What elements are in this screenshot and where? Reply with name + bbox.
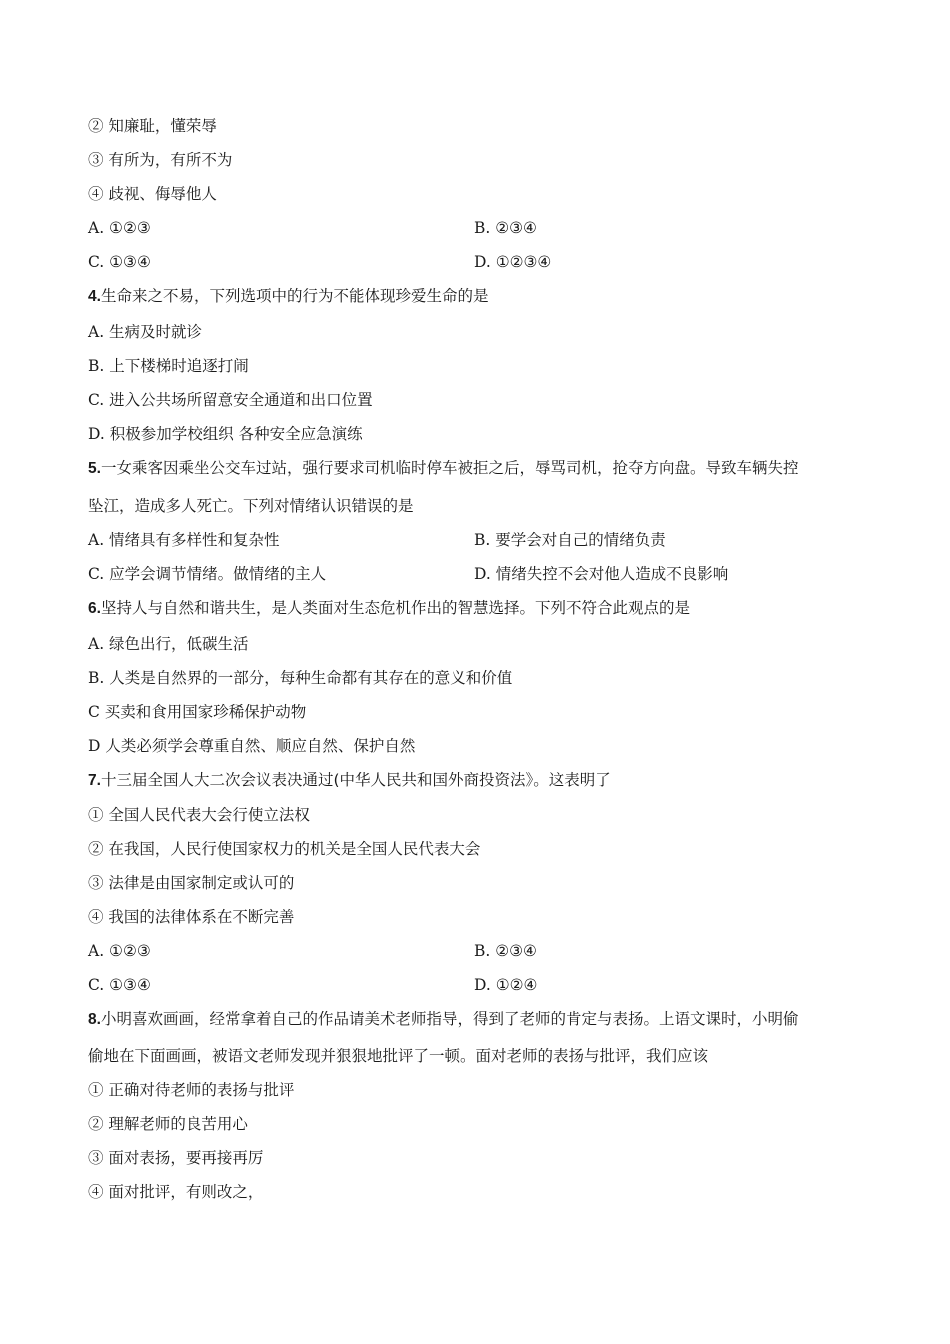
q6-option-b: B. 人类是自然界的一部分，每种生命都有其存在的意义和价值 (88, 669, 513, 687)
question-7-stem (88, 769, 611, 791)
q6-option-a: A. 绿色出行，低碳生活 (88, 635, 249, 653)
question-number: 6. (88, 600, 101, 617)
question-number: 8. (88, 1011, 101, 1028)
question-6-stem (88, 597, 690, 619)
q6-option-d: D 人类必须学会尊重自然、顺应自然、保护自然 (88, 737, 416, 755)
q7-option-d: D. ①②④ (474, 976, 538, 994)
q5-option-b: B. 要学会对自己的情绪负责 (474, 531, 666, 549)
q8-item-1: ① 正确对待老师的表扬与批评 (88, 1081, 295, 1099)
q8-item-4: ④ 面对批评，有则改之， (88, 1183, 264, 1201)
q7-item-2: ② 在我国，人民行使国家权力的机关是全国人民代表大会 (88, 840, 481, 858)
q7-option-a: A. ①②③ (88, 942, 151, 960)
q8-item-3: ③ 面对表扬，要再接再厉 (88, 1149, 264, 1167)
question-8-stem-cont: 偷地在下面画画，被语文老师发现并狠狠地批评了一顿。面对老师的表扬与批评，我们应该 (88, 1047, 709, 1065)
question-5-stem (88, 457, 798, 479)
question-number: 7. (88, 772, 101, 789)
q7-option-b: B. ②③④ (474, 942, 537, 960)
q5-option-c: C. 应学会调节情绪。做情绪的主人 (88, 565, 327, 583)
option-c: C. ①③④ (88, 253, 151, 271)
question-text: 十三届全国人大二次会议表决通过(中华人民共和国外商投资法》。这表明了 (100, 771, 611, 789)
q6-option-c: C 买卖和食用国家珍稀保护动物 (88, 703, 307, 721)
question-text: 坚持人与自然和谐共生，是人类面对生态危机作出的智慧选择。下列不符合此观点的是 (100, 599, 690, 617)
item-3: ③ 有所为，有所不为 (88, 151, 233, 169)
question-text: 一女乘客因乘坐公交车过站，强行要求司机临时停车被拒之后，辱骂司机，抢夺方向盘。导致车辆失控 (100, 459, 799, 477)
q7-option-c: C. ①③④ (88, 976, 151, 994)
q4-option-c: C. 进入公共场所留意安全通道和出口位置 (88, 391, 373, 409)
question-number: 5. (88, 460, 101, 477)
q4-option-d: D. 积极参加学校组织 各种安全应急演练 (88, 425, 363, 443)
option-a: A. ①②③ (88, 219, 151, 237)
q7-item-4: ④ 我国的法律体系在不断完善 (88, 908, 295, 926)
q4-option-b: B. 上下楼梯时追逐打闹 (88, 357, 249, 375)
q7-item-1: ① 全国人民代表大会行使立法权 (88, 806, 310, 824)
option-d: D. ①②③④ (474, 253, 552, 271)
question-4-stem (88, 285, 488, 307)
q4-option-a: A. 生病及时就诊 (88, 323, 203, 341)
question-text: 小明喜欢画画，经常拿着自己的作品请美术老师指导，得到了老师的肯定与表扬。上语文课时，小明偷 (100, 1010, 799, 1028)
question-text: 生命来之不易，下列选项中的行为不能体现珍爱生命的是 (100, 287, 489, 305)
option-b: B. ②③④ (474, 219, 537, 237)
item-4: ④ 歧视、侮辱他人 (88, 185, 217, 203)
question-number: 4. (88, 288, 101, 305)
item-2: ② 知廉耻，懂荣辱 (88, 117, 217, 135)
q5-option-d: D. 情绪失控不会对他人造成不良影响 (474, 565, 729, 583)
q8-item-2: ② 理解老师的良苦用心 (88, 1115, 248, 1133)
q5-option-a: A. 情绪具有多样性和复杂性 (88, 531, 280, 549)
question-8-stem (88, 1008, 798, 1030)
question-5-stem-cont: 坠江，造成多人死亡。下列对情绪认识错误的是 (88, 497, 414, 515)
q7-item-3: ③ 法律是由国家制定或认可的 (88, 874, 295, 892)
